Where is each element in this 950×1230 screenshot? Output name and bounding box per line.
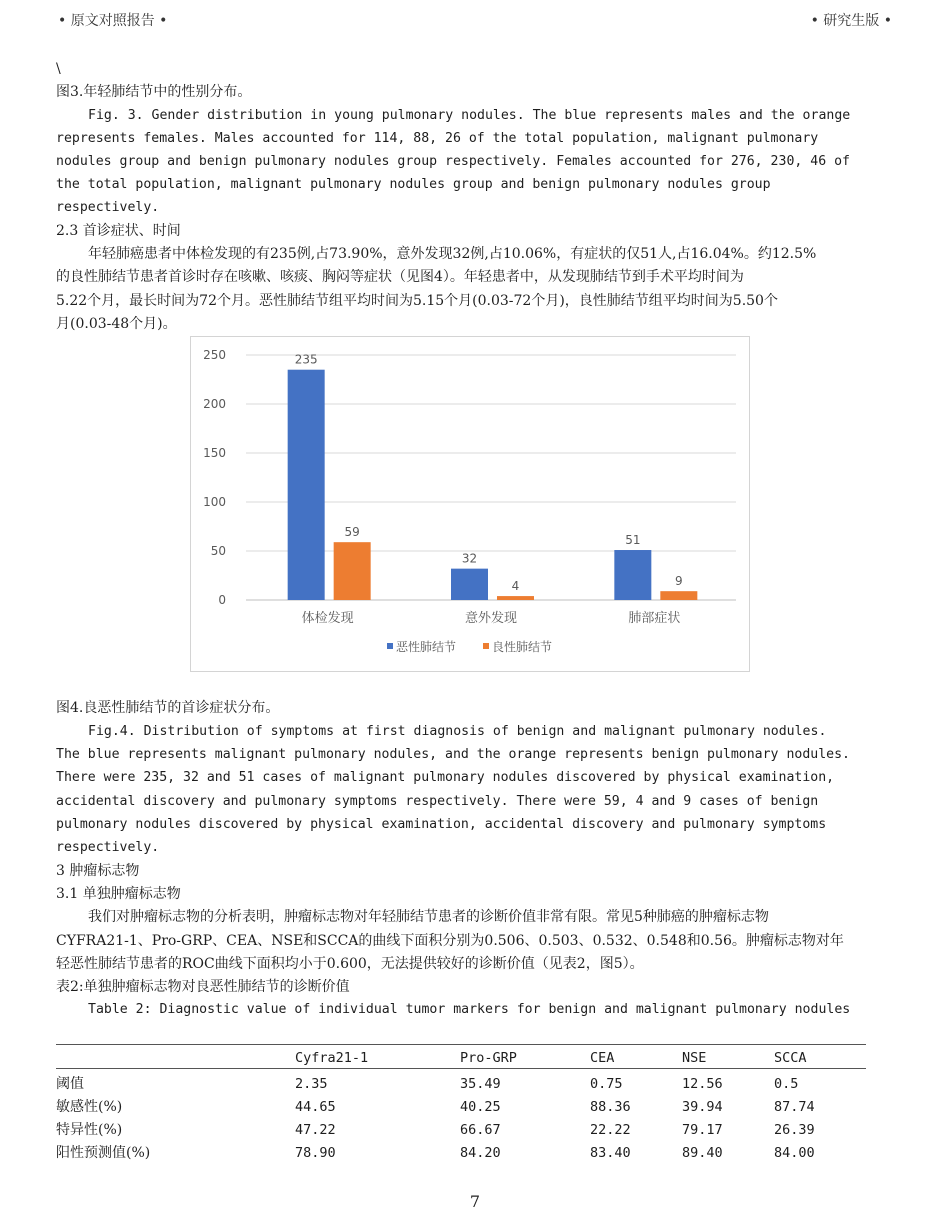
section-heading: 3 肿瘤标志物 (56, 863, 140, 879)
table-row-label: 阳性预测值(%) (56, 1145, 151, 1161)
paragraph-line: CYFRA21-1、Pro-GRP、CEA、NSE和SCCA的曲线下面积分别为0.506、0.503、0.532、0.548和0.56。肿瘤标志物对年 (56, 933, 844, 949)
table-cell: 0.75 (590, 1076, 623, 1092)
y-tick-label: 150 (203, 446, 226, 460)
table-cell: 88.36 (590, 1099, 631, 1115)
bar (288, 370, 325, 600)
table-cell: 66.67 (460, 1122, 501, 1138)
table-cell: 26.39 (774, 1122, 815, 1138)
table-row-label: 阈值 (56, 1076, 84, 1092)
table-cell: 79.17 (682, 1122, 723, 1138)
fig3-caption-line: Fig. 3. Gender distribution in young pulmonary nodules. The blue represents males and the orange (88, 108, 851, 123)
x-tick-label: 肺部症状 (628, 611, 681, 626)
table-cell: 39.94 (682, 1099, 723, 1115)
legend-label: 良性肺结节 (492, 640, 553, 654)
fig4-caption-line: pulmonary nodules discovered by physical examination, accidental discovery and pulmonary symptoms (56, 817, 827, 832)
paragraph-line: 的良性肺结节患者首诊时存在咳嗽、咳痰、胸闷等症状（见图4）。年轻患者中，从发现肺结节到手术平均时间为 (56, 269, 744, 285)
table-cell: 87.74 (774, 1099, 815, 1115)
x-tick-label: 体检发现 (301, 611, 354, 626)
table-cell: 89.40 (682, 1145, 723, 1161)
y-tick-label: 250 (203, 348, 226, 362)
legend-swatch (387, 643, 393, 649)
table-cell: 40.25 (460, 1099, 501, 1115)
bar (614, 550, 651, 600)
table-cell: 47.22 (295, 1122, 336, 1138)
data-label: 9 (675, 574, 683, 589)
legend-label: 恶性肺结节 (396, 640, 457, 654)
fig4-title: 图4.良恶性肺结节的首诊症状分布。 (56, 700, 280, 716)
table-cell: 44.65 (295, 1099, 336, 1115)
fig3-title: 图3.年轻肺结节中的性别分布。 (56, 84, 252, 100)
table-header-cell: NSE (682, 1050, 707, 1066)
table-cell: 83.40 (590, 1145, 631, 1161)
table-cell: 35.49 (460, 1076, 501, 1092)
page-number: 7 (469, 1192, 481, 1211)
bar-chart-svg (191, 337, 751, 673)
fig4-caption-line: The blue represents malignant pulmonary nodules, and the orange represents benign pulmonary nodules. (56, 747, 850, 762)
fig3-caption-line: respectively. (56, 200, 160, 215)
fig4-caption-line: accidental discovery and pulmonary symptoms respectively. There were 59, 4 and 9 cases of benign (56, 794, 819, 809)
table-cell: 12.56 (682, 1076, 723, 1092)
data-label: 32 (461, 551, 478, 566)
table-cell: 2.35 (295, 1076, 328, 1092)
table-cell: 84.20 (460, 1145, 501, 1161)
table-row-label: 特异性(%) (56, 1122, 123, 1138)
bar (334, 542, 371, 600)
table-cell: 78.90 (295, 1145, 336, 1161)
table-header-rule (56, 1068, 866, 1069)
header-right: • 研究生版 • (810, 13, 892, 29)
bar (660, 591, 697, 600)
table-header-cell: SCCA (774, 1050, 807, 1066)
data-label: 235 (294, 352, 318, 367)
table-header-cell: Pro-GRP (460, 1050, 517, 1066)
data-label: 51 (625, 533, 641, 548)
table-title: 表2:单独肿瘤标志物对良恶性肺结节的诊断价值 (56, 979, 350, 995)
paragraph-line: 轻恶性肺结节患者的ROC曲线下面积均小于0.600，无法提供较好的诊断价值（见表2，图5）。 (56, 956, 644, 972)
fig4-caption-line: There were 235, 32 and 51 cases of malignant pulmonary nodules discovered by physical examination, (56, 770, 835, 785)
table-cell: 0.5 (774, 1076, 799, 1092)
figure-4-chart (190, 336, 750, 672)
fig4-caption-line: Fig.4. Distribution of symptoms at first diagnosis of benign and malignant pulmonary nodules. (88, 724, 827, 739)
data-label: 4 (511, 579, 520, 594)
bar (497, 596, 534, 600)
subsection-heading: 3.1 单独肿瘤标志物 (56, 886, 181, 902)
section-heading: 2.3 首诊症状、时间 (56, 223, 181, 239)
header-left: • 原文对照报告 • (58, 13, 168, 29)
y-tick-label: 50 (210, 544, 226, 558)
table-top-rule (56, 1044, 866, 1045)
stray-mark: \ (56, 61, 61, 77)
table-cell: 22.22 (590, 1122, 631, 1138)
legend-swatch (483, 643, 489, 649)
fig3-caption-line: nodules group and benign pulmonary nodules group respectively. Females accounted for 276, 230, 46 of (56, 154, 850, 169)
y-tick-label: 0 (218, 593, 226, 607)
y-tick-label: 200 (203, 397, 226, 411)
paragraph-line: 年轻肺癌患者中体检发现的有235例,占73.90%，意外发现32例,占10.06%，有症状的仅51人,占16.04%。约12.5% (88, 246, 817, 262)
paragraph-line: 我们对肿瘤标志物的分析表明，肿瘤标志物对年轻肺结节患者的诊断价值非常有限。常见5种肺癌的肿瘤标志物 (88, 909, 769, 925)
fig3-caption-line: the total population, malignant pulmonary nodules group and benign pulmonary nodules group (56, 177, 771, 192)
table-header-cell: CEA (590, 1050, 615, 1066)
fig4-caption-line: respectively. (56, 840, 160, 855)
x-tick-label: 意外发现 (464, 611, 518, 626)
bar (451, 569, 488, 600)
y-tick-label: 100 (203, 495, 226, 509)
paragraph-line: 5.22个月，最长时间为72个月。恶性肺结节组平均时间为5.15个月(0.03-72个月)，良性肺结节组平均时间为5.50个 (56, 293, 778, 309)
data-label: 59 (344, 525, 360, 540)
fig3-caption-line: represents females. Males accounted for 114, 88, 26 of the total population, malignant pulmonary (56, 131, 819, 146)
table-cell: 84.00 (774, 1145, 815, 1161)
paragraph-line: 月(0.03-48个月)。 (56, 316, 177, 332)
table-header-cell: Cyfra21-1 (295, 1050, 369, 1066)
table-caption: Table 2: Diagnostic value of individual tumor markers for benign and malignant pulmonary nodules (88, 1002, 851, 1017)
table-row-label: 敏感性(%) (56, 1099, 123, 1115)
